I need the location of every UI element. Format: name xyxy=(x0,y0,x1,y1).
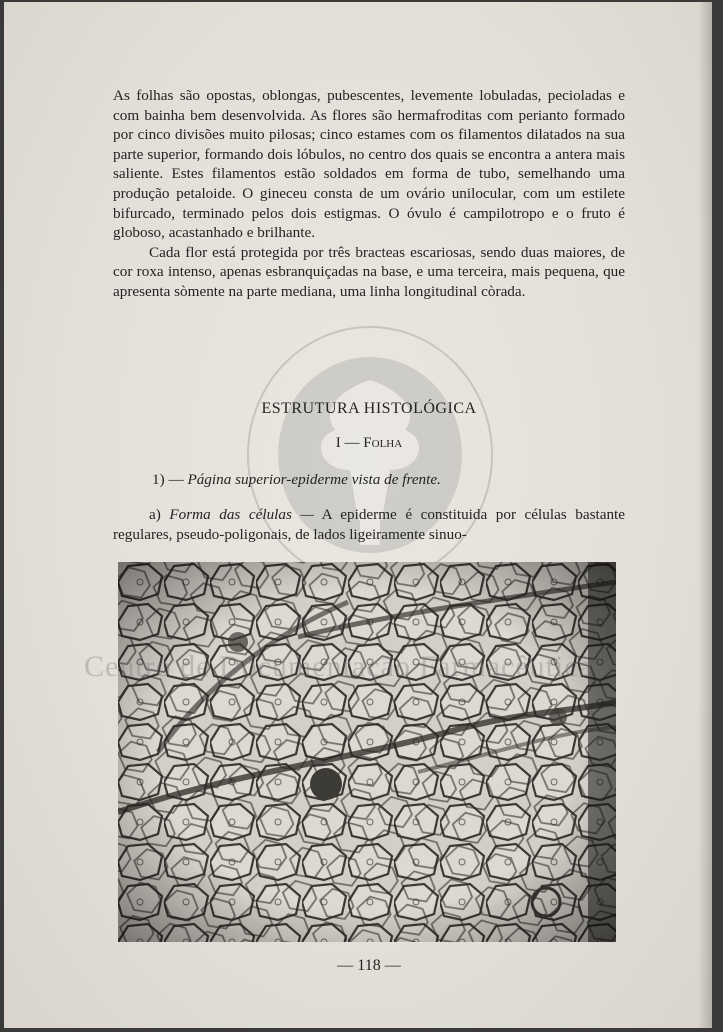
item-1-title: Página superior-epiderme vista de frente. xyxy=(187,471,441,488)
page-edge-shadow xyxy=(698,2,712,1028)
subsection-name: Folha xyxy=(363,435,403,451)
document-page xyxy=(4,2,712,1028)
item-1-heading xyxy=(152,471,441,489)
body-text xyxy=(113,86,625,302)
item-a-title: Forma das células — xyxy=(169,506,314,523)
paragraph-1: As folhas são opostas, oblongas, pubescentes, levemente lobuladas, pecioladas e com bainha bem desenvolvida. As flores são hermafroditas com perianto formado por cinco divisões muito pilosas; cinco estames com os filamentos dilatados na sua parte superior, formando dois lóbulos, no centro dos quais se encontra a antera mais saliente. Estes filamentos estão soldados em forma de tubo, semelhando uma produção petaloide. O gineceu consta de um ovário unilocular, com um estilete bifurcado, terminado pelos dois estigmas. O óvulo é campilotropo e o fruto é globoso, acastanhado e brilhante. xyxy=(113,87,625,242)
subsection-number: I — xyxy=(335,435,360,451)
watermark-seal-icon xyxy=(240,320,500,590)
item-a-label: a) xyxy=(149,506,161,523)
watermark-text: Centro de Documentação Farmacêutica xyxy=(84,650,593,683)
item-1-number: 1) — xyxy=(152,471,184,488)
item-a-text: A epiderme é constituida por células bastante regulares, pseudo-poligonais, de lados ligeiramente sinuo- xyxy=(113,506,626,543)
micrograph-epidermis xyxy=(118,562,616,942)
page-number: — 118 — xyxy=(337,957,401,974)
item-a-paragraph xyxy=(113,505,625,545)
micrograph-image xyxy=(118,562,616,942)
section-title: ESTRUTURA HISTOLÓGICA xyxy=(261,400,477,417)
subsection-title xyxy=(113,435,625,452)
paragraph-2: Cada flor está protegida por três bracteas escariosas, sendo duas maiores, de cor roxa intenso, apenas esbranquiçadas na base, e uma terceira, mais pequena, que apresenta sòmente na parte mediana, uma linha longitudinal còrada. xyxy=(113,243,625,300)
